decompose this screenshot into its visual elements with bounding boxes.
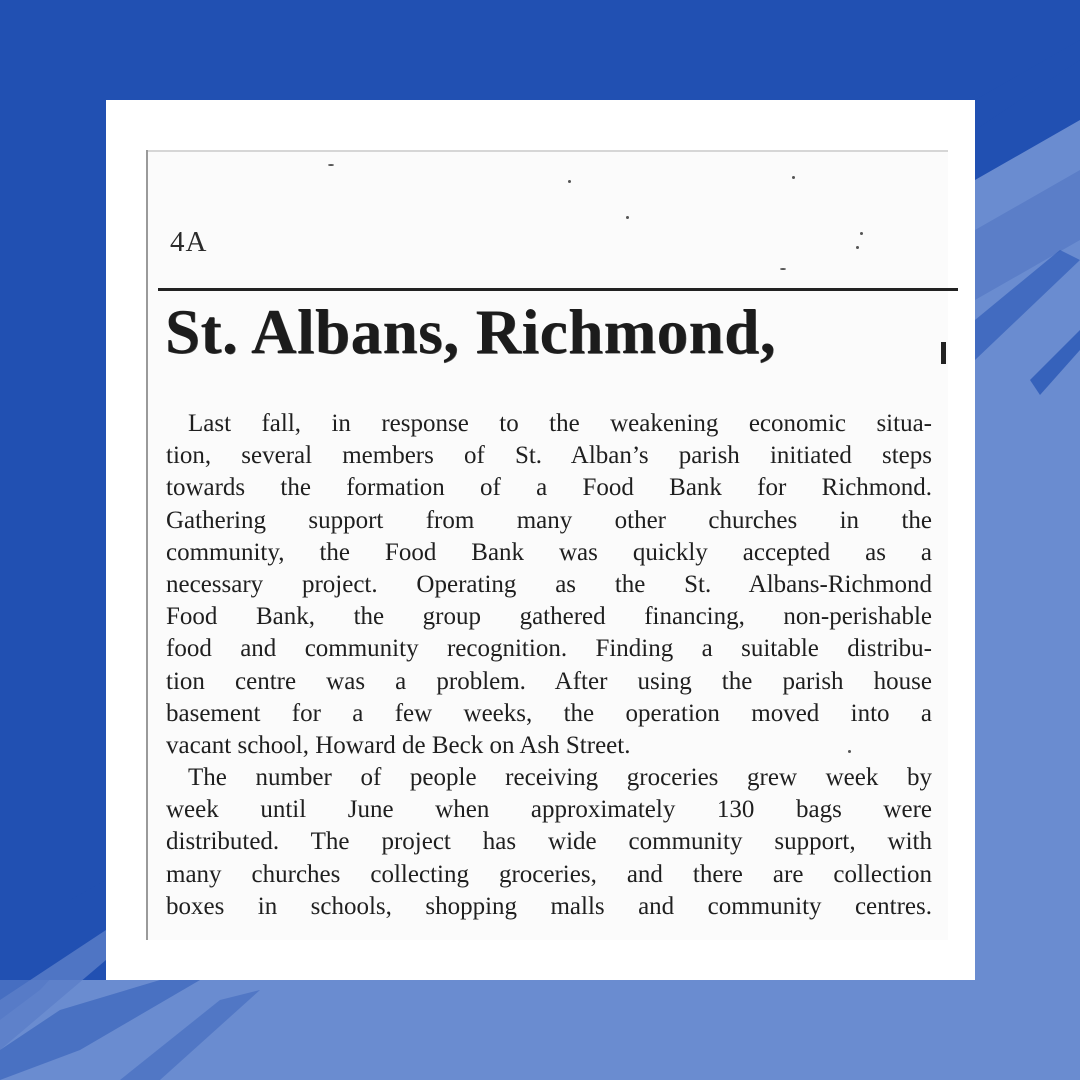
text-line: Gathering support from many other churches in the [166, 506, 932, 534]
newspaper-clipping [146, 150, 948, 940]
text-line: week until June when approximately 130 bags were [166, 796, 932, 824]
paragraph-2 [166, 762, 932, 923]
text-line: Last fall, in response to the weakening economic situa- [188, 410, 932, 437]
text-line: many churches collecting groceries, and there are collection [166, 860, 932, 888]
white-frame [106, 100, 975, 980]
text-line: vacant school, Howard de Beck on Ash Street. [166, 731, 631, 759]
page-number: 4A [170, 226, 208, 258]
text-line: food and community recognition. Finding a suitable distribu- [166, 635, 932, 663]
header-rule [158, 288, 958, 291]
headline: St. Albans, Richmond, [165, 297, 776, 367]
clipping-top-edge [148, 150, 948, 152]
text-line: basement for a few weeks, the operation moved into a [166, 699, 932, 727]
text-line: Food Bank, the group gathered financing, non-perishable [166, 603, 932, 631]
text-line: distributed. The project has wide community support, with [166, 828, 932, 856]
headline-cut-off-letter [941, 342, 946, 364]
text-line: towards the formation of a Food Bank for Richmond. [166, 474, 932, 502]
article-body [166, 408, 932, 923]
text-line: tion centre was a problem. After using the parish house [166, 667, 932, 695]
text-line: tion, several members of St. Alban’s parish initiated steps [166, 442, 932, 470]
text-line: community, the Food Bank was quickly accepted as a [166, 538, 932, 566]
text-line: The number of people receiving groceries grew week by [188, 764, 932, 792]
text-line: necessary project. Operating as the St. Albans-Richmond [166, 570, 932, 598]
paragraph-1 [166, 408, 932, 762]
text-line: boxes in schools, shopping malls and community centres. [166, 892, 932, 920]
